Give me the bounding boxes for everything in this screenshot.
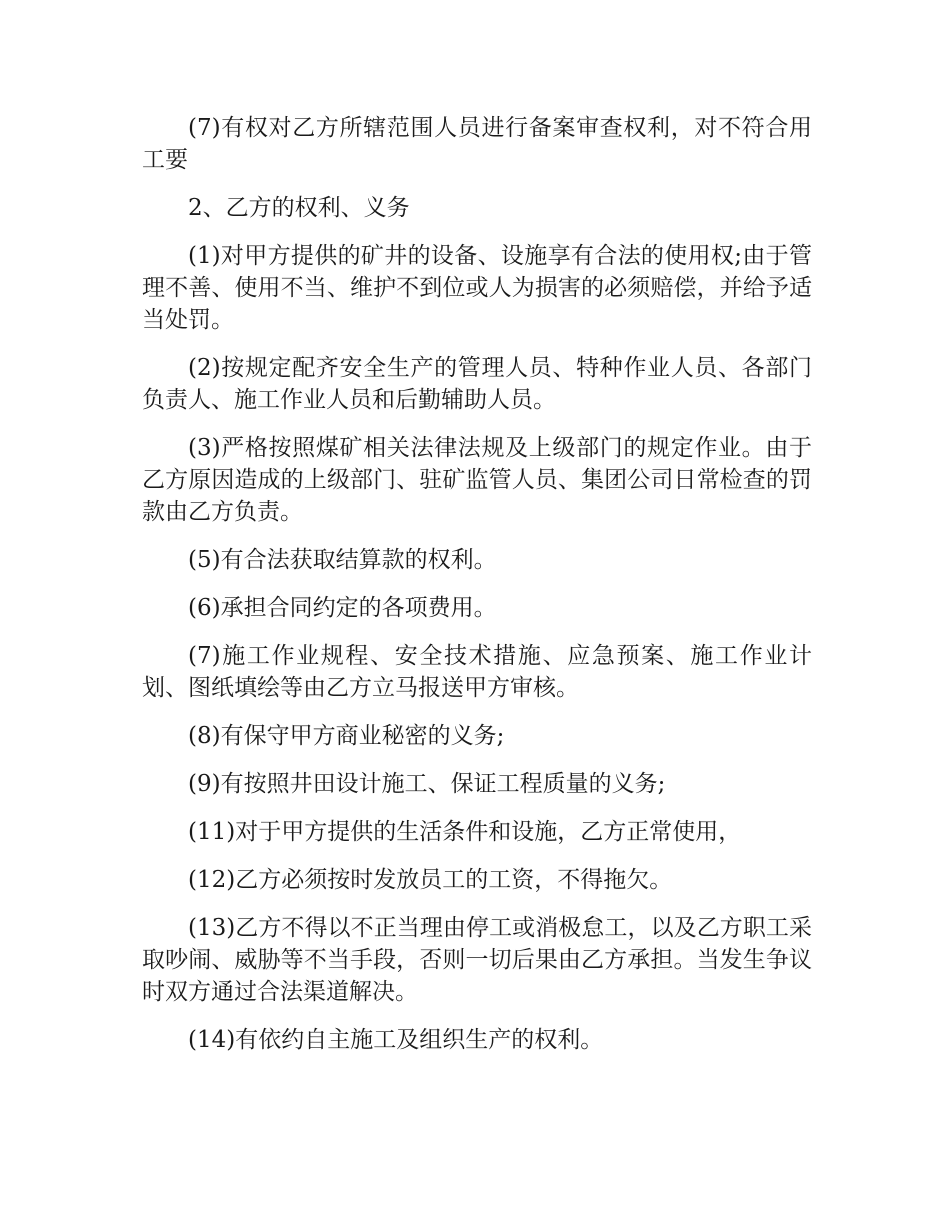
paragraph-5: (3)严格按照煤矿相关法律法规及上级部门的规定作业。由于乙方原因造成的上级部门、驻矿监管人员、集团公司日常检查的罚款由乙方负责。 <box>142 435 812 525</box>
paragraph-12: (12)乙方必须按时发放员工的工资，不得拖欠。 <box>188 867 673 893</box>
paragraph-6: (5)有合法获取结算款的权利。 <box>188 547 497 573</box>
section-heading: 2、乙方的权利、义务 <box>188 195 410 221</box>
paragraph-9: (8)有保守甲方商业秘密的义务; <box>188 723 505 749</box>
paragraph-14: (14)有依约自主施工及组织生产的权利。 <box>188 1027 604 1053</box>
paragraph-8: (7)施工作业规程、安全技术措施、应急预案、施工作业计划、图纸填绘等由乙方立马报送甲方审核。 <box>142 643 812 701</box>
paragraph-4: (2)按规定配齐安全生产的管理人员、特种作业人员、各部门负责人、施工作业人员和后勤辅助人员。 <box>142 355 812 413</box>
document-body <box>142 112 812 1072</box>
paragraph-11: (11)对于甲方提供的生活条件和设施，乙方正常使用， <box>188 819 742 845</box>
paragraph-3: (1)对甲方提供的矿井的设备、设施享有合法的使用权;由于管理不善、使用不当、维护不到位或人为损害的必须赔偿，并给予适当处罚。 <box>142 243 812 333</box>
paragraph-13: (13)乙方不得以不正当理由停工或消极怠工，以及乙方职工采取吵闹、威胁等不当手段，否则一切后果由乙方承担。当发生争议时双方通过合法渠道解决。 <box>142 915 812 1005</box>
paragraph-1: (7)有权对乙方所辖范围人员进行备案审查权利，对不符合用工要 <box>142 115 812 173</box>
paragraph-7: (6)承担合同约定的各项费用。 <box>188 595 497 621</box>
paragraph-10: (9)有按照井田设计施工、保证工程质量的义务; <box>188 771 666 797</box>
